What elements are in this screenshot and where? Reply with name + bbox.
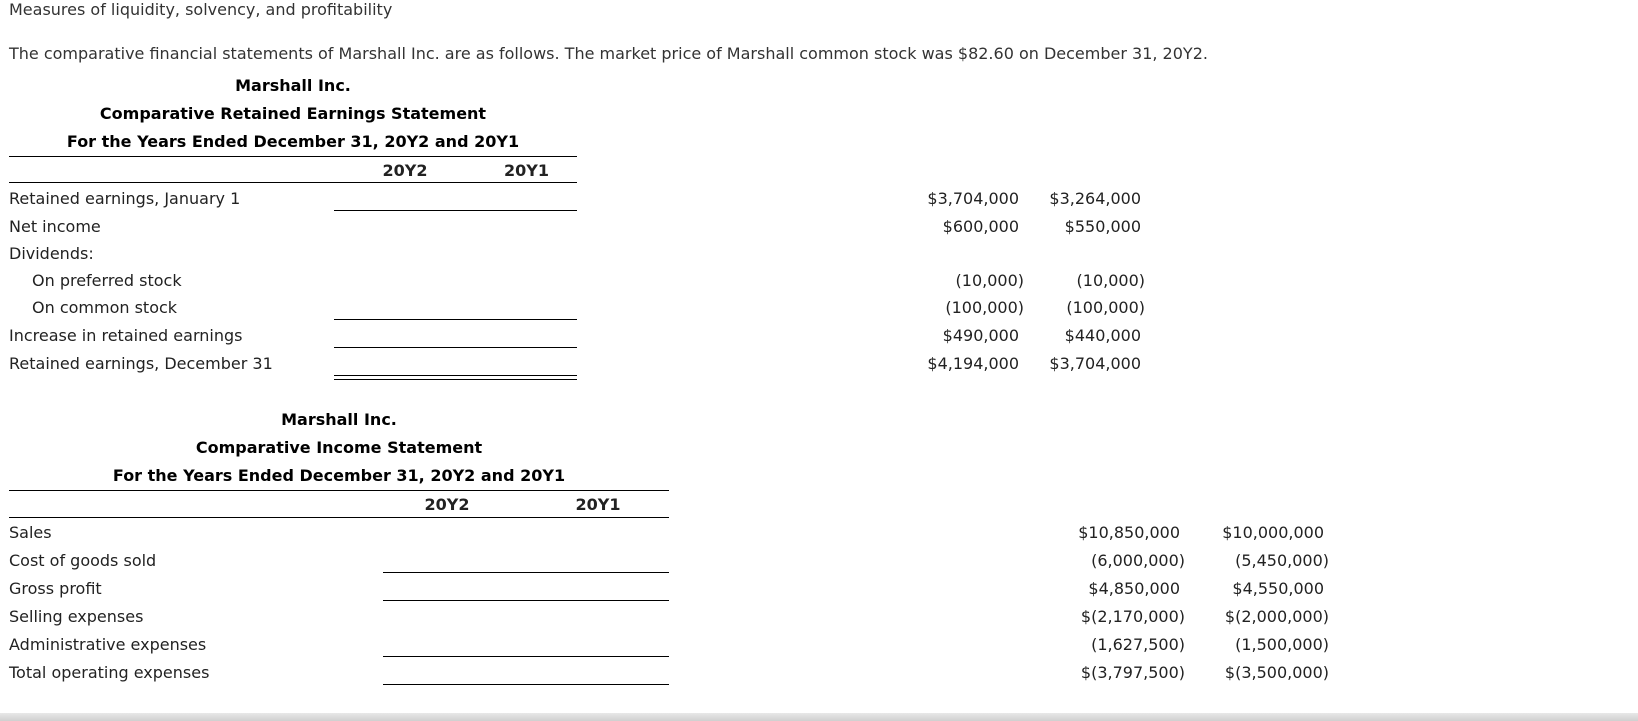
value-20y1: $550,000 [1064,217,1141,236]
row-label: Retained earnings, December 31 [9,354,273,373]
value-20y2: $4,850,000 [1088,579,1180,598]
value-20y2: (10,000) [955,271,1024,290]
table-row [9,322,1141,350]
re-company: Marshall Inc. [235,76,351,95]
row-label: Gross profit [9,579,102,598]
table-row [9,213,1141,241]
table-row [9,350,1141,378]
table-row [9,185,1141,213]
value-20y1: $3,264,000 [1049,189,1141,208]
table-row [9,603,1329,631]
row-label: Dividends: [9,244,94,263]
re-col-20y2: 20Y2 [382,161,428,180]
re-column-header-row [9,156,577,185]
value-20y2: $10,850,000 [1078,523,1180,542]
row-label: Increase in retained earnings [9,326,243,345]
value-20y2: $(2,170,000) [1080,607,1185,626]
table-row [9,241,577,267]
row-label: On preferred stock [32,271,182,290]
value-20y2: $600,000 [942,217,1019,236]
value-20y2: (6,000,000) [1091,551,1185,570]
is-col-20y1: 20Y1 [575,495,621,514]
table-row [9,631,1329,659]
value-20y1: $(3,500,000) [1224,663,1329,682]
bottom-scroll-edge [0,713,1638,721]
intro-paragraph: The comparative financial statements of Marshall Inc. are as follows. The market price of Marshall common stock was $82.60 on December 31, 20Y2. [9,44,1208,63]
row-label: Cost of goods sold [9,551,157,570]
value-20y1: $440,000 [1064,326,1141,345]
value-20y2: $3,704,000 [927,189,1019,208]
row-label: Administrative expenses [9,635,207,654]
table-row [9,659,1329,687]
value-20y2: (1,627,500) [1091,635,1185,654]
value-20y1: (100,000) [1066,298,1145,317]
is-title: Comparative Income Statement [195,438,483,457]
value-20y2: $4,194,000 [927,354,1019,373]
value-20y1: $3,704,000 [1049,354,1141,373]
value-20y2: $490,000 [942,326,1019,345]
row-label: On common stock [32,298,178,317]
value-20y2: $(3,797,500) [1080,663,1185,682]
table-row [9,547,1329,575]
row-label: Retained earnings, January 1 [9,189,241,208]
re-period: For the Years Ended December 31, 20Y2 and 20Y1 [66,132,520,151]
retained-earnings-statement [9,72,1145,378]
is-company: Marshall Inc. [281,410,397,429]
row-label: Total operating expenses [9,663,210,682]
value-20y1: $(2,000,000) [1224,607,1329,626]
re-col-20y1: 20Y1 [504,161,549,180]
row-label: Sales [9,523,52,542]
section-title: Measures of liquidity, solvency, and profitability [9,0,393,19]
income-statement [9,406,1329,687]
value-20y1: $4,550,000 [1232,579,1324,598]
is-period: For the Years Ended December 31, 20Y2 and 20Y1 [112,466,566,485]
is-col-20y2: 20Y2 [424,495,470,514]
value-20y1: (5,450,000) [1235,551,1329,570]
table-row [9,294,1145,322]
is-column-header-row [9,490,669,519]
re-title: Comparative Retained Earnings Statement [99,104,487,123]
table-row [9,575,1324,603]
value-20y1: (1,500,000) [1235,635,1329,654]
table-row [9,519,1324,547]
value-20y1: (10,000) [1076,271,1145,290]
row-label: Net income [9,217,101,236]
row-label: Selling expenses [9,607,144,626]
value-20y1: $10,000,000 [1222,523,1324,542]
value-20y2: (100,000) [945,298,1024,317]
table-row [9,267,1145,294]
